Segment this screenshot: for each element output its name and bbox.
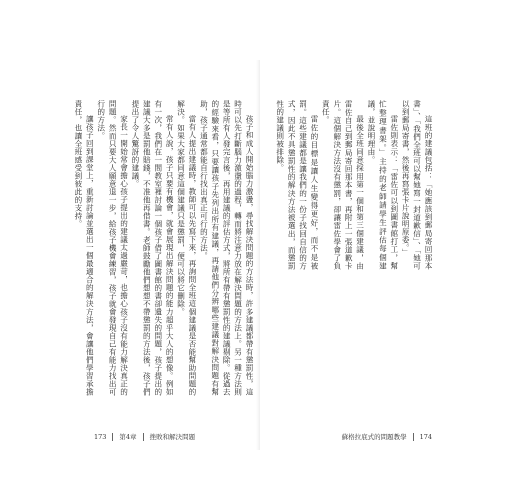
chapter-label: 第4章	[119, 433, 137, 441]
footer-divider	[143, 433, 144, 441]
footer-divider	[112, 433, 113, 441]
paragraph: 常有人說，孩子只要有機會，就會展現出解決問題的能力超乎大人的想像。例如有一次，我們在一間教室裡討論一個孩子借了圖書館的書卻遺失的問題，孩子提出的建議大多是罰他賠錢，不准他再借書。老師鼓勵他們想想不帶懲罰的方法後，孩子們提出了令人驚訝的建議。	[130, 100, 175, 396]
paragraph: 雷佐的目標是讓人生變得更好，而不是被罰。這些建議都是讓我們的一份子找回自信的方式，因此不具懲罰性的解決方法被選出，而懲罰性的建議則被排除。	[275, 100, 319, 270]
paragraph: 孩子和成人開始腦力激盪，尋找解決問題的方法時，許多建議都帶有懲罰性，這時可以先打斷腦力激盪的過程，轉而將注意力放在解決問題的方法上。另一種方法則是等所有人發完言後，再用建議的評估方式，將所有帶有懲罰性的建議剔除。從過去的經驗來看，只要讓孩子先列出所有建議，再請他們分辨哪些建議對解決問題有幫助，孩子通常都能自行找出真正可行的方法。	[199, 100, 254, 396]
paragraph: 最後全班同意採用第一個和第三個建議，由雷佐自己到郵局寄回那本書，再附上一張道歉卡片。這個解決方法沒有懲罰，卻讓雷佐學會了負責任。	[321, 100, 365, 270]
paragraph: 雷佐則表示：「雷佐可以到圖書館打工，幫忙整理書架。」主持的老師請學生評估每個建議，並說明理由。	[366, 100, 399, 270]
right-page-body	[275, 100, 434, 270]
left-page-body	[73, 100, 255, 396]
running-title: 蘇格拉底式的問題教學	[341, 433, 407, 441]
paragraph: 這班的建議包括：「她應該到郵局寄回那本書」、「我們全班可以幫她寫一封道歉信」、「她可以到郵局寄書，然後再寫張卡片說明原委。」	[401, 100, 433, 270]
left-page-footer	[94, 432, 195, 442]
page-number: 173	[94, 433, 107, 441]
paragraph: 家長一開始常會擔心孩子提出的建議太過嚴苛，也擔心孩子沒有能力解決真正的問題。然而只要大人願意退一步，給孩子機會練習，孩子就會發現自己有能力找出可行的方法。	[96, 100, 129, 396]
right-page-footer	[342, 432, 432, 442]
page-number: 174	[419, 433, 432, 441]
paragraph: 當有人提出建議時，教師可以先寫下來，再詢問全班這個建議是否能幫助問題的解決。如果大家都同意這個建議只是懲罰，便可以將它刪除。	[176, 100, 197, 396]
right-page	[260, 0, 520, 500]
paragraph: 讓孩子回到課堂上，重新討論並選出一個最適合的解決方法，會讓他們學習承擔責任，也讓全班感受到彼此的支持。	[73, 100, 95, 396]
footer-divider	[413, 433, 414, 441]
chapter-title: 挫敗和解決問題	[149, 433, 196, 441]
